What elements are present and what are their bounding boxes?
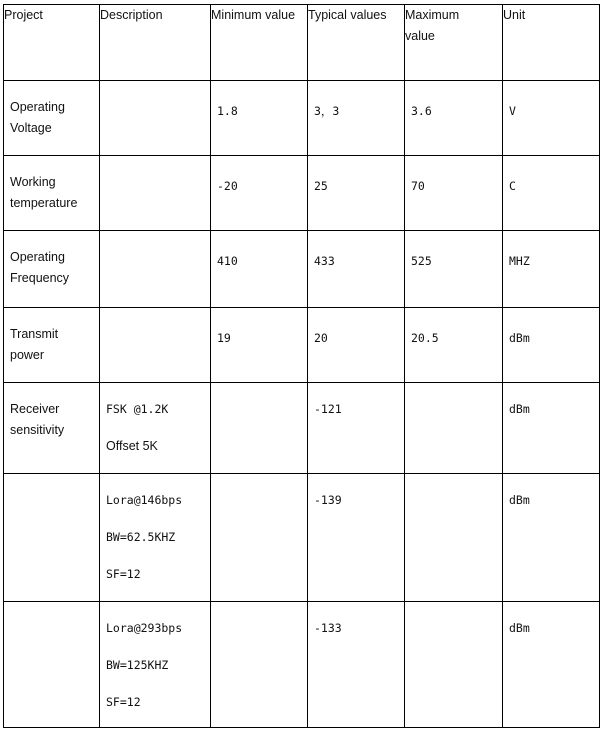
header-typical: Typical values bbox=[308, 5, 405, 81]
cell-min bbox=[211, 602, 308, 728]
cell-min: -20 bbox=[211, 156, 308, 231]
cell-typ: 433 bbox=[308, 231, 405, 308]
cell-description bbox=[100, 231, 211, 308]
table-row bbox=[4, 156, 600, 231]
description-line: Lora@293bps bbox=[106, 621, 183, 635]
description-line: Lora@146bps bbox=[106, 493, 183, 507]
cell-project: Receiver sensitivity bbox=[4, 383, 100, 474]
cell-max bbox=[405, 474, 503, 602]
cell-project: Working temperature bbox=[4, 156, 100, 231]
cell-min: 19 bbox=[211, 308, 308, 383]
cell-project: Transmit power bbox=[4, 308, 100, 383]
cell-typ: 20 bbox=[308, 308, 405, 383]
cell-project: Operating Voltage bbox=[4, 81, 100, 156]
description-line: Offset 5K bbox=[106, 439, 158, 453]
header-unit: Unit bbox=[503, 5, 600, 81]
cell-description bbox=[100, 474, 211, 602]
cell-max: 70 bbox=[405, 156, 503, 231]
cell-min: 1.8 bbox=[211, 81, 308, 156]
cell-typ: 25 bbox=[308, 156, 405, 231]
cell-typ: -133 bbox=[308, 602, 405, 728]
table-row bbox=[4, 308, 600, 383]
cell-typ: -121 bbox=[308, 383, 405, 474]
header-project: Project bbox=[4, 5, 100, 81]
table-row bbox=[4, 81, 600, 156]
header-description: Description bbox=[100, 5, 211, 81]
cell-description bbox=[100, 81, 211, 156]
cell-description bbox=[100, 602, 211, 728]
cell-typ: -139 bbox=[308, 474, 405, 602]
cell-max: 525 bbox=[405, 231, 503, 308]
cell-description bbox=[100, 156, 211, 231]
cell-unit: MHZ bbox=[503, 231, 600, 308]
cell-unit: dBm bbox=[503, 602, 600, 728]
cell-min bbox=[211, 474, 308, 602]
cell-description bbox=[100, 383, 211, 474]
header-maximum: Maximum value bbox=[405, 5, 503, 81]
cell-min: 410 bbox=[211, 231, 308, 308]
cell-description bbox=[100, 308, 211, 383]
cell-project bbox=[4, 602, 100, 728]
header-minimum: Minimum value bbox=[211, 5, 308, 81]
table-row bbox=[4, 602, 600, 728]
table-row bbox=[4, 474, 600, 602]
cell-max bbox=[405, 602, 503, 728]
description-line: FSK @1.2K bbox=[106, 402, 169, 416]
cell-max bbox=[405, 383, 503, 474]
table-row bbox=[4, 383, 600, 474]
cell-unit: V bbox=[503, 81, 600, 156]
description-line: BW=62.5KHZ bbox=[106, 530, 176, 544]
header-row bbox=[4, 5, 600, 81]
description-line: SF=12 bbox=[106, 567, 141, 581]
cell-typ: 3，3 bbox=[308, 81, 405, 156]
description-line: SF=12 bbox=[106, 695, 141, 709]
cell-unit: dBm bbox=[503, 308, 600, 383]
spec-table bbox=[3, 4, 600, 728]
cell-project bbox=[4, 474, 100, 602]
cell-project: Operating Frequency bbox=[4, 231, 100, 308]
description-line: BW=125KHZ bbox=[106, 658, 169, 672]
cell-min bbox=[211, 383, 308, 474]
cell-unit: dBm bbox=[503, 383, 600, 474]
cell-max: 20.5 bbox=[405, 308, 503, 383]
cell-unit: C bbox=[503, 156, 600, 231]
cell-max: 3.6 bbox=[405, 81, 503, 156]
table-row bbox=[4, 231, 600, 308]
cell-unit: dBm bbox=[503, 474, 600, 602]
